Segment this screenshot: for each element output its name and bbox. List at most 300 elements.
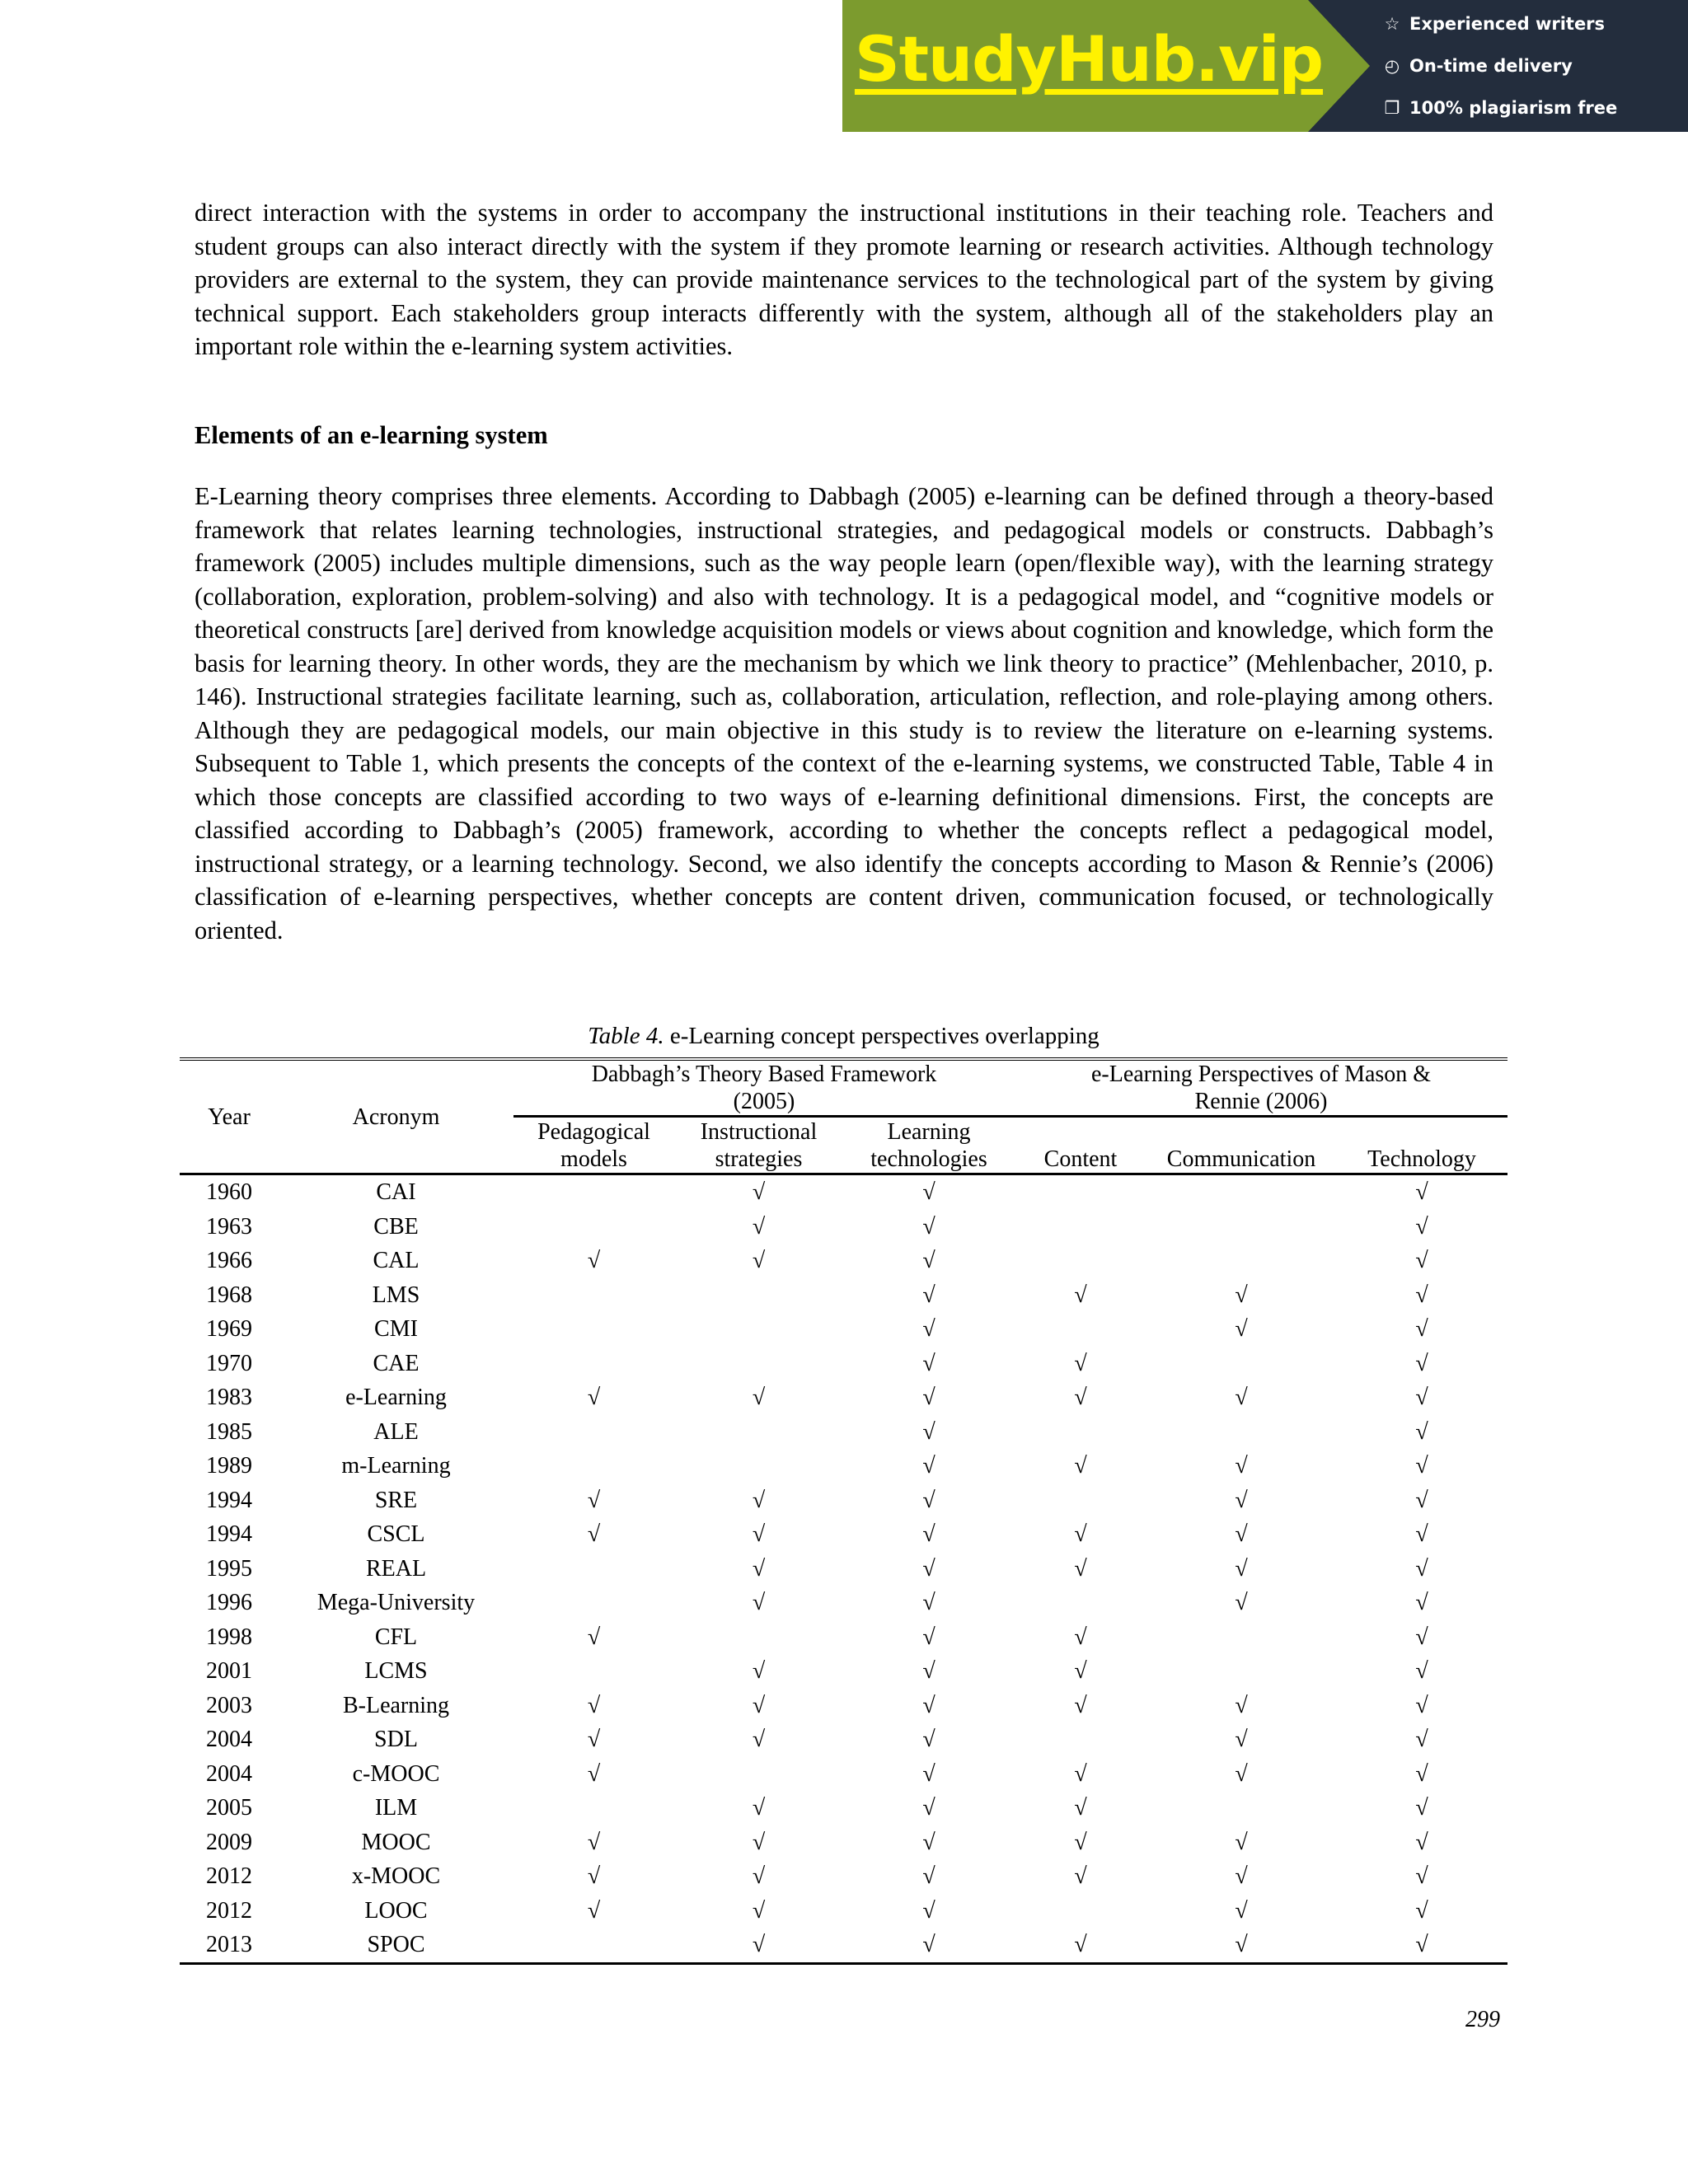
check-mark-icon: √ <box>1415 1897 1428 1924</box>
header-technology: Technology <box>1336 1117 1507 1174</box>
table-row <box>180 1722 1507 1757</box>
cell-year: 1989 <box>206 1453 252 1479</box>
check-mark-icon: √ <box>587 1521 601 1548</box>
check-mark-icon: √ <box>1415 1418 1428 1445</box>
cell-acronym: ALE <box>373 1418 419 1445</box>
cell-year: 1966 <box>206 1248 252 1274</box>
cell-empty <box>513 1210 674 1244</box>
cell-empty <box>1146 1791 1336 1825</box>
header-group-mason-rennie-line1: e-Learning Perspectives of Mason & <box>1090 1062 1432 1087</box>
cell-empty <box>513 1928 674 1963</box>
cell-empty <box>674 1278 843 1313</box>
cell-check-mark <box>843 1347 1015 1381</box>
cell-check-mark <box>1015 1757 1146 1792</box>
cell-acronym: MOOC <box>361 1829 431 1855</box>
header-learning-technologies-line1: Learning <box>887 1118 971 1145</box>
check-mark-icon: √ <box>587 1624 601 1650</box>
cell-year: 2012 <box>206 1863 252 1890</box>
header-instructional-strategies-line1: Instructional <box>700 1118 818 1145</box>
cell-check-mark <box>843 1517 1015 1552</box>
check-mark-icon: √ <box>922 1418 935 1445</box>
cell-check-mark <box>1146 1312 1336 1347</box>
check-mark-icon: √ <box>1415 1727 1428 1753</box>
cell-check-mark <box>1015 1928 1146 1963</box>
check-mark-icon: √ <box>1235 1282 1248 1308</box>
header-learning-technologies <box>843 1117 1015 1174</box>
cell-year: 2013 <box>180 1928 279 1963</box>
table-group-header-row <box>180 1059 1507 1117</box>
cell-check-mark <box>1146 1757 1336 1792</box>
check-mark-icon: √ <box>1235 1932 1248 1958</box>
cell-acronym: ILM <box>374 1795 418 1821</box>
cell-acronym: LOOC <box>364 1897 428 1924</box>
check-mark-icon: √ <box>752 1692 766 1718</box>
cell-check-mark <box>674 1210 843 1244</box>
check-mark-icon: √ <box>922 1658 935 1685</box>
cell-check-mark <box>513 1244 674 1278</box>
check-mark-icon: √ <box>1235 1590 1248 1616</box>
check-mark-icon: √ <box>1235 1897 1248 1924</box>
check-mark-icon: √ <box>1415 1487 1428 1513</box>
check-mark-icon: √ <box>922 1727 935 1753</box>
check-mark-icon: √ <box>922 1590 935 1616</box>
check-mark-icon: √ <box>1415 1658 1428 1685</box>
check-mark-icon: √ <box>922 1555 935 1582</box>
cell-check-mark <box>674 1791 843 1825</box>
check-mark-icon: √ <box>1415 1590 1428 1616</box>
intro-paragraph: direct interaction with the systems in order to accompany the instructional institutions in their teaching role. Teachers and student groups can also interact directly with the system if they promote learning or research activities. Although technology providers are external to the system, they can provide maintenance services to the technological part of the system by giving technical support. Each stakeholders group interacts differently with the system, although all of the stakeholders play an important role within the e-learning system activities. <box>195 199 1493 360</box>
cell-check-mark <box>1336 1415 1507 1450</box>
check-mark-icon: √ <box>1415 1179 1428 1206</box>
table-row <box>180 1620 1507 1655</box>
table-caption-text: e-Learning concept perspectives overlapping <box>663 1023 1100 1049</box>
cell-empty <box>513 1791 674 1825</box>
check-mark-icon: √ <box>1235 1555 1248 1582</box>
cell-check-mark <box>843 1654 1015 1689</box>
check-mark-icon: √ <box>1415 1350 1428 1376</box>
cell-check-mark <box>674 1552 843 1586</box>
check-mark-icon: √ <box>922 1863 935 1890</box>
table-caption-label: Table 4. <box>588 1023 664 1049</box>
cell-acronym: LCMS <box>364 1658 428 1685</box>
check-mark-icon: √ <box>1074 1658 1087 1685</box>
cell-check-mark <box>1146 1722 1336 1757</box>
check-mark-icon: √ <box>922 1897 935 1924</box>
cell-check-mark <box>1336 1244 1507 1278</box>
table-row <box>180 1415 1507 1450</box>
table-row <box>180 1928 1507 1963</box>
cell-year: 1963 <box>206 1213 252 1240</box>
check-mark-icon: √ <box>1235 1760 1248 1787</box>
cell-empty <box>1015 1210 1146 1244</box>
check-mark-icon: √ <box>1074 1692 1087 1718</box>
cell-empty <box>674 1415 843 1450</box>
cell-empty <box>513 1174 674 1210</box>
concept-perspectives-table <box>180 1057 1507 1965</box>
cell-check-mark <box>1015 1347 1146 1381</box>
check-mark-icon: √ <box>1074 1350 1087 1376</box>
cell-check-mark <box>674 1825 843 1860</box>
cell-check-mark <box>674 1928 843 1963</box>
table-block <box>180 1022 1507 1965</box>
cell-check-mark <box>1146 1517 1336 1552</box>
header-acronym: Acronym <box>279 1059 513 1174</box>
cell-check-mark <box>1336 1825 1507 1860</box>
cell-empty <box>1146 1244 1336 1278</box>
cell-year: 2003 <box>206 1692 252 1718</box>
check-mark-icon: √ <box>587 1829 601 1855</box>
cell-check-mark <box>1336 1859 1507 1894</box>
cell-check-mark <box>1146 1859 1336 1894</box>
check-mark-icon: √ <box>1074 1829 1087 1855</box>
header-content: Content <box>1015 1117 1146 1174</box>
cell-check-mark <box>674 1689 843 1723</box>
promo-feature-list <box>1382 13 1687 119</box>
check-mark-icon: √ <box>922 1316 935 1343</box>
cell-check-mark <box>843 1859 1015 1894</box>
cell-check-mark <box>674 1517 843 1552</box>
header-instructional-strategies <box>674 1117 843 1174</box>
cell-check-mark <box>1336 1278 1507 1313</box>
cell-check-mark <box>1336 1174 1507 1210</box>
cell-check-mark <box>1015 1689 1146 1723</box>
cell-check-mark <box>1336 1347 1507 1381</box>
cell-check-mark <box>1146 1825 1336 1860</box>
promo-brand-name[interactable]: StudyHub.vip <box>854 22 1324 96</box>
cell-empty <box>674 1312 843 1347</box>
clock-icon: ◴ <box>1384 56 1400 76</box>
check-mark-icon: √ <box>587 1385 601 1411</box>
cell-empty <box>1146 1174 1336 1210</box>
check-mark-icon: √ <box>1074 1453 1087 1479</box>
cell-acronym: LMS <box>372 1282 420 1308</box>
cell-empty <box>513 1654 674 1689</box>
cell-check-mark <box>843 1928 1015 1963</box>
cell-check-mark <box>1336 1210 1507 1244</box>
cell-check-mark <box>1015 1859 1146 1894</box>
cell-check-mark <box>843 1586 1015 1620</box>
check-mark-icon: √ <box>1235 1829 1248 1855</box>
check-mark-icon: √ <box>1074 1795 1087 1821</box>
cell-check-mark <box>513 1620 674 1655</box>
promo-feature-label: Experienced writers <box>1409 14 1606 34</box>
cell-check-mark <box>1336 1380 1507 1415</box>
cell-year: 1985 <box>206 1418 252 1445</box>
header-year: Year <box>180 1059 279 1174</box>
check-mark-icon: √ <box>922 1213 935 1240</box>
cell-check-mark <box>513 1894 674 1929</box>
cell-check-mark <box>1336 1552 1507 1586</box>
cell-year: 1960 <box>180 1174 279 1210</box>
check-mark-icon: √ <box>922 1385 935 1411</box>
check-mark-icon: √ <box>1074 1385 1087 1411</box>
header-pedagogical-models <box>513 1117 674 1174</box>
cell-check-mark <box>1015 1825 1146 1860</box>
cell-acronym: CBE <box>373 1213 419 1240</box>
cell-empty <box>513 1586 674 1620</box>
check-mark-icon: √ <box>587 1692 601 1718</box>
cell-empty <box>1146 1654 1336 1689</box>
cell-empty <box>1015 1722 1146 1757</box>
check-mark-icon: √ <box>922 1829 935 1855</box>
table-row <box>180 1552 1507 1586</box>
check-mark-icon: √ <box>1415 1453 1428 1479</box>
check-mark-icon: √ <box>1415 1829 1428 1855</box>
check-mark-icon: √ <box>752 1897 766 1924</box>
cell-check-mark <box>1146 1552 1336 1586</box>
star-icon: ☆ <box>1384 14 1400 34</box>
cell-empty <box>1146 1620 1336 1655</box>
check-mark-icon: √ <box>1415 1624 1428 1650</box>
cell-year: 2005 <box>206 1795 252 1821</box>
check-mark-icon: √ <box>752 1385 766 1411</box>
cell-check-mark <box>1336 1312 1507 1347</box>
promo-feature-item <box>1382 13 1687 35</box>
table-row <box>180 1449 1507 1483</box>
check-mark-icon: √ <box>1415 1692 1428 1718</box>
page-number: 299 <box>1465 2007 1500 2032</box>
cell-check-mark <box>1336 1517 1507 1552</box>
cell-check-mark <box>674 1174 843 1210</box>
cell-check-mark <box>1336 1757 1507 1792</box>
table-row <box>180 1586 1507 1620</box>
check-mark-icon: √ <box>1415 1316 1428 1343</box>
check-mark-icon: √ <box>752 1932 766 1958</box>
cell-empty <box>1015 1174 1146 1210</box>
cell-check-mark <box>513 1859 674 1894</box>
check-mark-icon: √ <box>1235 1385 1248 1411</box>
check-mark-icon: √ <box>587 1727 601 1753</box>
cell-empty <box>1015 1483 1146 1518</box>
check-mark-icon: √ <box>752 1829 766 1855</box>
cell-check-mark <box>513 1825 674 1860</box>
check-mark-icon: √ <box>1415 1795 1428 1821</box>
cell-year: 2004 <box>206 1727 252 1753</box>
check-mark-icon: √ <box>1415 1932 1428 1958</box>
check-mark-icon: √ <box>1235 1727 1248 1753</box>
cell-check-mark <box>843 1174 1015 1210</box>
cell-empty <box>513 1278 674 1313</box>
promo-banner <box>842 0 1688 132</box>
check-mark-icon: √ <box>752 1248 766 1274</box>
cell-acronym: SRE <box>374 1487 418 1513</box>
promo-feature-label: On-time delivery <box>1409 56 1573 76</box>
cell-check-mark <box>1336 1791 1507 1825</box>
check-mark-icon: √ <box>1235 1692 1248 1718</box>
cell-empty <box>674 1449 843 1483</box>
cell-check-mark <box>843 1552 1015 1586</box>
cell-acronym: e-Learning <box>345 1385 447 1411</box>
header-communication: Communication <box>1146 1117 1336 1174</box>
cell-acronym: CAE <box>373 1350 420 1376</box>
cell-check-mark <box>513 1722 674 1757</box>
cell-check-mark <box>843 1689 1015 1723</box>
cell-check-mark <box>1015 1654 1146 1689</box>
header-pedagogical-models-line1: Pedagogical <box>537 1118 650 1145</box>
check-mark-icon: √ <box>922 1179 935 1206</box>
check-mark-icon: √ <box>587 1863 601 1890</box>
cell-year: 2009 <box>206 1829 252 1855</box>
cell-year: 1970 <box>206 1350 252 1376</box>
check-mark-icon: √ <box>1235 1487 1248 1513</box>
cell-check-mark <box>513 1380 674 1415</box>
check-mark-icon: √ <box>752 1795 766 1821</box>
promo-feature-item <box>1382 55 1687 77</box>
cell-check-mark <box>1336 1722 1507 1757</box>
cell-check-mark <box>674 1859 843 1894</box>
check-mark-icon: √ <box>1415 1555 1428 1582</box>
header-group-dabbagh-line2: (2005) <box>733 1089 795 1114</box>
check-mark-icon: √ <box>1415 1213 1428 1240</box>
cell-year: 2001 <box>206 1658 252 1685</box>
table-row <box>180 1174 1507 1210</box>
cell-check-mark <box>1146 1449 1336 1483</box>
cell-year: 1983 <box>206 1385 252 1411</box>
header-group-mason-rennie <box>1015 1059 1507 1117</box>
cell-check-mark <box>1146 1928 1336 1963</box>
cell-acronym: CAI <box>279 1174 513 1210</box>
elements-paragraph: E-Learning theory comprises three elements. According to Dabbagh (2005) e-learning can be defined through a theory-based framework that relates learning technologies, instructional strategies, and pedagogical models or constructs. Dabbagh’s framework (2005) includes multiple dimensions, such as the way people learn (open/flexible way), with the learning strategy (collaboration, exploration, problem-solving) and also with technology. It is a pedagogical model, and “cognitive models or theoretical constructs [are] derived from knowledge acquisition models or views about cognition and knowledge, which form the basis for learning theory. In other words, they are the mechanism by which we link theory to practice” (Mehlenbacher, 2010, p. 146). Instructional strategies facilitate learning, such as, collaboration, articulation, reflection, and role-playing among others. Although they are pedagogical models, our main objective in this study is to review the literature on e-learning systems. Subsequent to Table 1, which presents the concepts of the context of the e-learning systems, we constructed Table, Table 4 in which those concepts are classified according to two ways of e-learning definitional dimensions. First, the concepts are classified according to Dabbagh’s (2005) framework, according to whether the concepts reflect a pedagogical model, instructional strategy, or a learning technology. Second, we also identify the concepts according to Mason & Rennie’s (2006) classification of e-learning perspectives, whether concepts are content driven, communication focused, or technologically oriented. <box>195 482 1493 944</box>
check-mark-icon: √ <box>1235 1863 1248 1890</box>
cell-check-mark <box>1015 1791 1146 1825</box>
cell-check-mark <box>1336 1483 1507 1518</box>
check-mark-icon: √ <box>587 1897 601 1924</box>
check-mark-icon: √ <box>752 1590 766 1616</box>
table-row <box>180 1517 1507 1552</box>
cell-acronym: CFL <box>374 1624 418 1650</box>
check-mark-icon: √ <box>922 1282 935 1308</box>
header-group-dabbagh <box>513 1059 1015 1117</box>
cell-acronym: CMI <box>374 1316 418 1343</box>
cell-year: 1995 <box>206 1555 252 1582</box>
check-mark-icon: √ <box>922 1692 935 1718</box>
cell-year: 2012 <box>206 1897 252 1924</box>
cell-acronym: CAL <box>373 1248 420 1274</box>
check-mark-icon: √ <box>587 1760 601 1787</box>
documents-icon: ❐ <box>1384 98 1400 118</box>
cell-check-mark <box>1015 1620 1146 1655</box>
section-heading: Elements of an e-learning system <box>195 421 548 449</box>
check-mark-icon: √ <box>1235 1521 1248 1548</box>
table-head <box>180 1059 1507 1174</box>
table-row <box>180 1757 1507 1792</box>
cell-year: 2004 <box>206 1760 252 1787</box>
cell-check-mark <box>1015 1517 1146 1552</box>
cell-check-mark <box>843 1380 1015 1415</box>
table-body <box>180 1174 1507 1964</box>
check-mark-icon: √ <box>1074 1555 1087 1582</box>
cell-empty <box>1015 1312 1146 1347</box>
cell-acronym: B-Learning <box>342 1692 450 1718</box>
cell-check-mark <box>1146 1278 1336 1313</box>
check-mark-icon: √ <box>752 1863 766 1890</box>
cell-check-mark <box>674 1654 843 1689</box>
cell-acronym: c-MOOC <box>352 1760 440 1787</box>
header-group-dabbagh-line1: Dabbagh’s Theory Based Framework <box>591 1062 937 1087</box>
table-row <box>180 1380 1507 1415</box>
table-row <box>180 1825 1507 1860</box>
check-mark-icon: √ <box>752 1213 766 1240</box>
cell-check-mark <box>843 1278 1015 1313</box>
check-mark-icon: √ <box>1074 1932 1087 1958</box>
cell-empty <box>513 1347 674 1381</box>
cell-check-mark <box>513 1757 674 1792</box>
cell-acronym: Mega-University <box>316 1590 476 1616</box>
cell-check-mark <box>1015 1380 1146 1415</box>
table-row <box>180 1210 1507 1244</box>
cell-check-mark <box>843 1791 1015 1825</box>
cell-empty <box>674 1757 843 1792</box>
cell-check-mark <box>1146 1380 1336 1415</box>
cell-empty <box>1015 1586 1146 1620</box>
cell-check-mark <box>674 1483 843 1518</box>
check-mark-icon: √ <box>922 1624 935 1650</box>
check-mark-icon: √ <box>1415 1863 1428 1890</box>
check-mark-icon: √ <box>1415 1248 1428 1274</box>
cell-check-mark <box>1336 1928 1507 1963</box>
cell-empty <box>674 1620 843 1655</box>
cell-check-mark <box>843 1244 1015 1278</box>
cell-check-mark <box>1146 1586 1336 1620</box>
check-mark-icon: √ <box>1235 1453 1248 1479</box>
cell-check-mark <box>674 1722 843 1757</box>
cell-empty <box>1146 1347 1336 1381</box>
cell-year: 1968 <box>206 1282 252 1308</box>
check-mark-icon: √ <box>1074 1282 1087 1308</box>
table-row <box>180 1347 1507 1381</box>
check-mark-icon: √ <box>587 1487 601 1513</box>
check-mark-icon: √ <box>587 1248 601 1274</box>
cell-acronym: REAL <box>365 1555 427 1582</box>
check-mark-icon: √ <box>922 1795 935 1821</box>
check-mark-icon: √ <box>1074 1863 1087 1890</box>
header-instructional-strategies-line2: strategies <box>715 1146 803 1172</box>
table-row <box>180 1312 1507 1347</box>
promo-feature-label: 100% plagiarism free <box>1409 98 1618 118</box>
table-caption <box>180 1022 1507 1054</box>
check-mark-icon: √ <box>752 1521 766 1548</box>
promo-feature-item <box>1382 97 1687 119</box>
cell-check-mark <box>1015 1552 1146 1586</box>
cell-acronym: x-MOOC <box>351 1863 441 1890</box>
header-group-mason-rennie-line2: Rennie (2006) <box>1194 1089 1328 1114</box>
cell-year: 1998 <box>206 1624 252 1650</box>
cell-empty <box>513 1415 674 1450</box>
table-row <box>180 1689 1507 1723</box>
check-mark-icon: √ <box>1415 1385 1428 1411</box>
cell-check-mark <box>513 1483 674 1518</box>
cell-check-mark <box>1336 1894 1507 1929</box>
cell-empty <box>513 1449 674 1483</box>
table-row <box>180 1791 1507 1825</box>
cell-check-mark <box>1015 1278 1146 1313</box>
check-mark-icon: √ <box>1074 1624 1087 1650</box>
cell-check-mark <box>843 1312 1015 1347</box>
cell-check-mark <box>1146 1894 1336 1929</box>
cell-check-mark <box>843 1620 1015 1655</box>
cell-empty <box>513 1552 674 1586</box>
cell-check-mark <box>1336 1586 1507 1620</box>
check-mark-icon: √ <box>922 1248 935 1274</box>
cell-check-mark <box>513 1689 674 1723</box>
check-mark-icon: √ <box>922 1350 935 1376</box>
cell-acronym: CSCL <box>367 1521 425 1548</box>
cell-check-mark <box>843 1483 1015 1518</box>
cell-acronym: m-Learning <box>341 1453 451 1479</box>
cell-check-mark <box>674 1894 843 1929</box>
check-mark-icon: √ <box>1074 1760 1087 1787</box>
cell-empty <box>1146 1415 1336 1450</box>
